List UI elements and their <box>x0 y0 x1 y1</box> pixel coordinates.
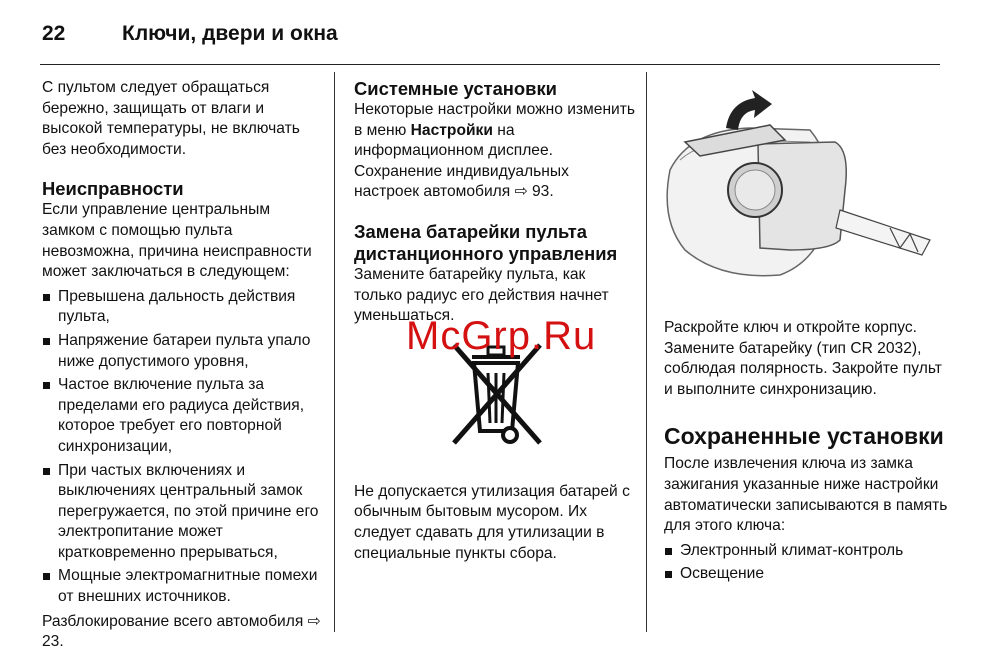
settings-menu-label: Настройки <box>410 121 493 139</box>
page-number: 22 <box>42 22 66 45</box>
reference-arrow-icon: ⇨ <box>307 612 321 630</box>
saved-settings-paragraph: После извлечения ключа из замка зажигания указанные ниже настройки автоматически записываются в память для этого ключа: <box>664 455 948 535</box>
column-divider <box>646 72 647 632</box>
faults-list <box>42 287 324 608</box>
unlock-link[interactable]: 23. <box>42 633 64 651</box>
system-text: на информационном дисплее. Сохранение индивидуальных настроек автомобиля <box>354 121 569 201</box>
list-item: При частых включениях и выключениях центральный замок перегружается, по этой причине его электропитание может кратковременно прерываться, <box>42 461 324 564</box>
column-divider <box>334 72 335 632</box>
system-settings-heading: Системные установки <box>354 78 557 99</box>
page-header <box>40 20 940 65</box>
unlock-paragraph <box>42 612 324 653</box>
column-right <box>664 318 954 588</box>
disposal-paragraph: Не допускается утилизация батарей с обычным бытовым мусором. Их следует сдавать для утилизации в специальные пункты сбора. <box>354 482 630 562</box>
list-item: Частое включение пульта за пределами его радиуса действия, которое требует его повторной синхронизации, <box>42 375 324 457</box>
intro-paragraph: С пультом следует обращаться бережно, защищать от влаги и высокой температуры, не включать без необходимости. <box>42 79 300 158</box>
system-settings-paragraph <box>354 100 636 203</box>
saved-settings-heading: Сохраненные установки <box>664 423 944 450</box>
column-left <box>42 78 324 653</box>
faults-heading: Неисправности <box>42 178 184 200</box>
key-battery-illustration <box>660 90 950 300</box>
watermark-text: McGrp.Ru <box>406 314 597 358</box>
list-item: Мощные электромагнитные помехи от внешних источников. <box>42 566 324 607</box>
battery-heading: Замена батарейки пульта дистанционного управления <box>354 220 618 264</box>
unlock-text: Разблокирование всего автомобиля <box>42 612 304 630</box>
reference-arrow-icon: ⇨ <box>514 183 528 201</box>
saved-settings-list <box>664 541 954 585</box>
list-item: Освещение <box>664 564 954 585</box>
system-link[interactable]: 93. <box>532 183 554 201</box>
system-text: Некоторые настройки можно изменить в меню <box>354 101 636 139</box>
list-item: Напряжение батареи пульта упало ниже допустимого уровня, <box>42 331 324 372</box>
page-title: Ключи, двери и окна <box>122 22 338 45</box>
open-key-paragraph: Раскройте ключ и откройте корпус. Замените батарейку (тип CR 2032), соблюдая полярность. Закройте пульт и выполните синхронизацию. <box>664 319 942 398</box>
faults-paragraph: Если управление центральным замком с помощью пульта невозможна, причина неисправности может заключаться в следующем: <box>42 201 312 281</box>
list-item: Превышена дальность действия пульта, <box>42 287 324 328</box>
list-item: Электронный климат-контроль <box>664 541 954 562</box>
battery-paragraph: Замените батарейку пульта, как только радиус его действия начнет уменьшаться. <box>354 265 609 325</box>
